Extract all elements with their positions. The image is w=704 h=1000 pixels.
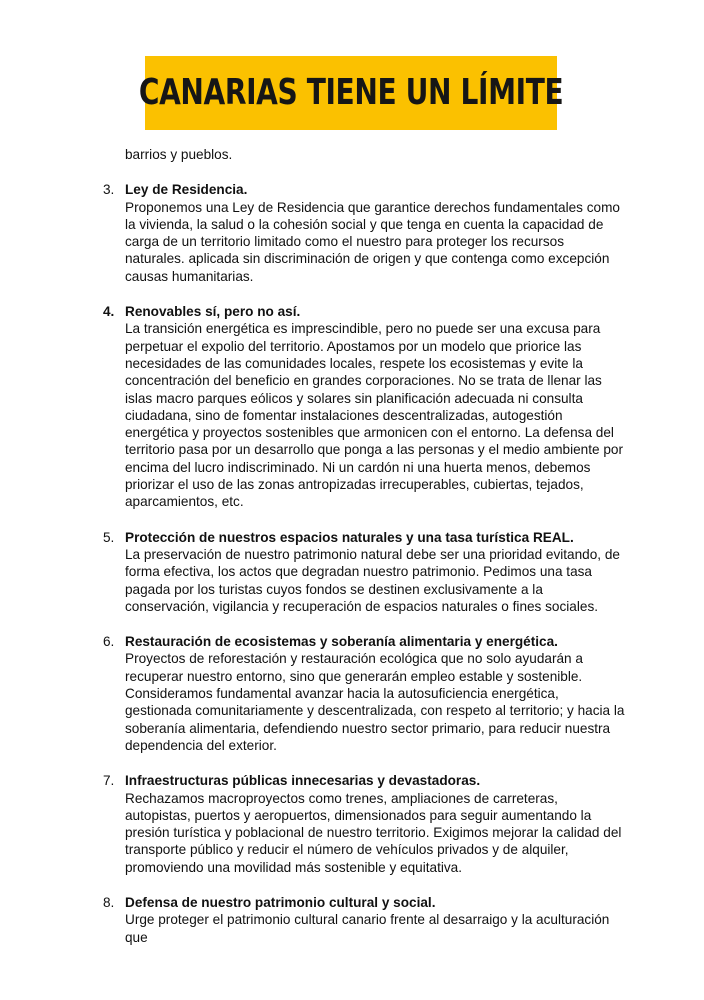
item-number: 5. (103, 529, 115, 545)
list-item (0, 633, 704, 754)
item-body: Proyectos de reforestación y restauración ecológica que no solo ayudarán a recuperar nuestro entorno, sino que generarán empleo estable y sostenible. Consideramos fundamental avanzar hacia la autosuficiencia energética, gestionada comunitariamente y descentralizada, con respeto al territorio; y hacia la soberanía alimentaria, defendiendo nuestro sector primario, para reducir nuestra dependencia del exterior. (125, 651, 625, 753)
list-item (0, 894, 704, 946)
intro-tail-text: barrios y pueblos. (125, 147, 233, 162)
list-item (0, 529, 704, 615)
item-title: Ley de Residencia. (125, 182, 248, 198)
item-title: Renovables sí, pero no así. (125, 304, 301, 320)
list-item (0, 772, 704, 876)
proposal-list (0, 181, 704, 946)
item-number: 6. (103, 634, 115, 650)
item-number: 8. (103, 894, 115, 910)
item-number: 7. (103, 773, 115, 789)
banner-title: CANARIAS TIENE UN LÍMITE (138, 72, 564, 113)
item-title: Restauración de ecosistemas y soberanía alimentaria y energética. (125, 634, 558, 650)
list-item (0, 303, 704, 511)
item-title: Defensa de nuestro patrimonio cultural y social. (125, 894, 436, 910)
item-title: Infraestructuras públicas innecesarias y devastadoras. (125, 773, 481, 789)
item-number: 4. (103, 304, 115, 320)
item-number: 3. (103, 182, 115, 198)
item-body: La preservación de nuestro patrimonio natural debe ser una prioridad evitando, de forma efectiva, los actos que degradan nuestro patrimonio. Pedimos una tasa pagada por los turistas cuyos fondos se destinen exclusivamente a la conservación, vigilancia y recuperación de espacios naturales o fines sociales. (125, 546, 620, 614)
item-body: La transición energética es imprescindible, pero no puede ser una excusa para perpetuar el expolio del territorio. Apostamos por un modelo que priorice las necesidades de las comunidades locales, respete los ecosistemas y evite la concentración del beneficio en grandes corporaciones. No se trata de llenar las islas macro parques eólicos y solares sin planificación adecuada ni consulta ciudadana, sino de fomentar instalaciones descentralizadas, autogestión energética y proyectos sostenibles que armonicen con el entorno. La defensa del territorio pasa por un desarrollo que ponga a las personas y el medio ambiente por encima del lucro indiscriminado. Ni un cardón ni una huerta menos, debemos priorizar el uso de las zonas antropizadas irrecuperables, cubiertas, tejados, aparcamientos, etc. (125, 321, 623, 510)
item-title: Protección de nuestros espacios naturales y una tasa turística REAL. (125, 529, 574, 545)
header-banner (138, 56, 564, 130)
document-body (0, 146, 704, 946)
item-body: Rechazamos macroproyectos como trenes, ampliaciones de carreteras, autopistas, puertos y aeropuertos, dimensionados para seguir aumentando la presión turística y poblacional de nuestro territorio. Exigimos mejorar la calidad del transporte público y reducir el número de vehículos privados y de alquiler, promoviendo una movilidad más sostenible y equitativa. (125, 790, 622, 875)
item-body: Proponemos una Ley de Residencia que garantice derechos fundamentales como la vivienda, la salud o la cohesión social y que tenga en cuenta la capacidad de carga de un territorio limitado como el nuestro para proteger los recursos naturales. aplicada sin discriminación de origen y que contenga como excepción causas humanitarias. (125, 199, 620, 284)
item-body: Urge proteger el patrimonio cultural canario frente al desarraigo y la aculturación que (125, 912, 610, 945)
list-item (0, 181, 704, 285)
